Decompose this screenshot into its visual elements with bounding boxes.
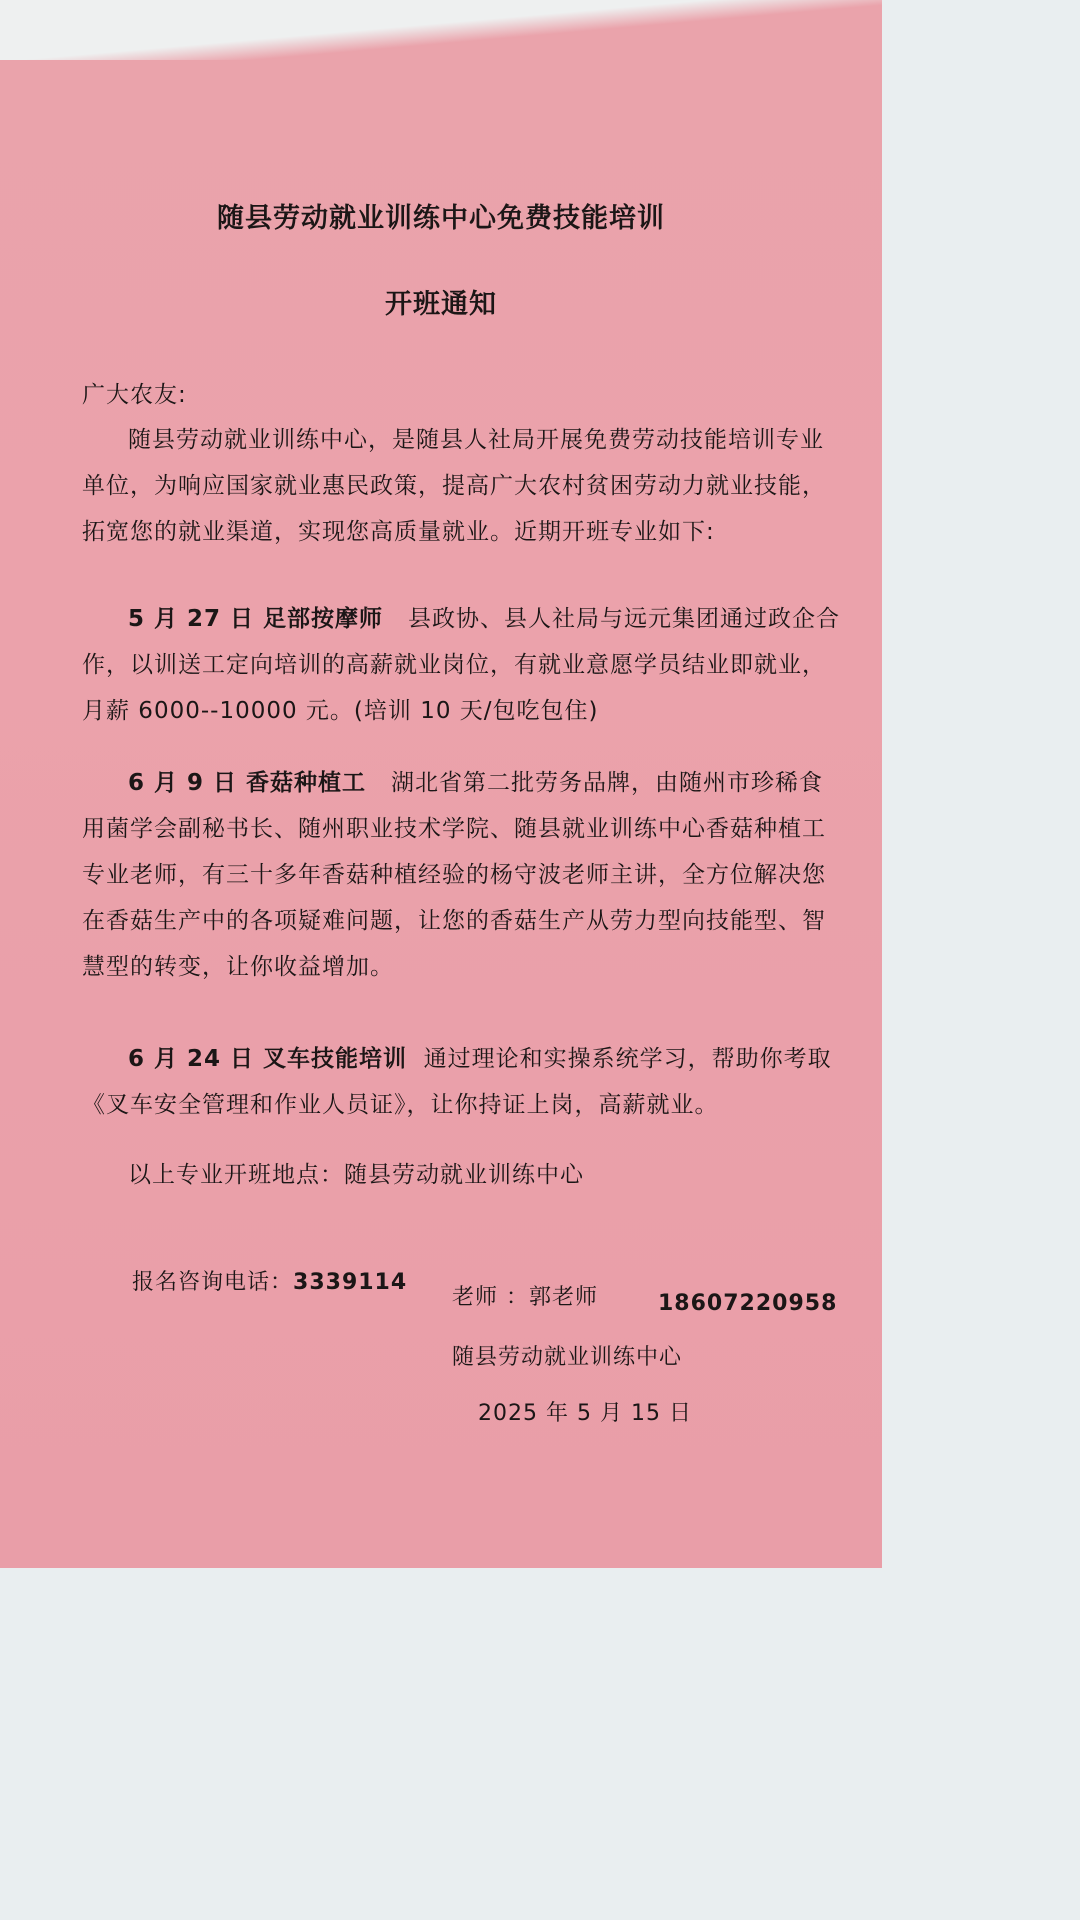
organization-signature: 随县劳动就业训练中心 [452, 1345, 683, 1370]
course-paragraph-forklift [82, 1036, 842, 1128]
salutation: 广大农友: [82, 382, 187, 408]
enroll-phone [132, 1265, 407, 1296]
notice-subtitle: 开班通知 [385, 289, 497, 320]
teacher-phone: 18607220958 [658, 1291, 838, 1316]
course-text: 通过理论和实操系统学习，帮助你考取《叉车安全管理和作业人员证》，让你持证上岗，高薪就业。 [82, 1046, 832, 1118]
background-corner [0, 0, 882, 60]
course-heading: 6 月 9 日 香菇种植工 [128, 770, 367, 796]
course-text: 县政协、县人社局与远元集团通过政企合作，以训送工定向培训的高薪就业岗位，有就业意愿学员结业即就业，月薪 6000--10000 元。 [82, 606, 840, 724]
course-note: (培训 10 天/包吃包住) [353, 698, 599, 724]
notice-title: 随县劳动就业训练中心免费技能培训 [217, 203, 665, 234]
course-text: 湖北省第二批劳务品牌，由随州市珍稀食用菌学会副秘书长、随州职业技术学院、随县就业训练中心香菇种植工专业老师，有三十多年香菇种植经验的杨守波老师主讲，全方位解决您在香菇生产中的各项疑难问题，让您的香菇生产从劳力型向技能型、智慧型的转变，让你收益增加。 [82, 770, 826, 980]
intro-paragraph: 随县劳动就业训练中心，是随县人社局开展免费劳动技能培训专业单位，为响应国家就业惠民政策，提高广大农村贫困劳动力就业技能，拓宽您的就业渠道，实现您高质量就业。近期开班专业如下: [82, 427, 826, 545]
location-line: 以上专业开班地点：随县劳动就业训练中心 [128, 1162, 584, 1188]
teacher-name: 老师 ：郭老师 [452, 1285, 598, 1310]
course-paragraph-massage [82, 596, 842, 734]
course-paragraph-mushroom [82, 760, 842, 990]
course-heading: 5 月 27 日 足部按摩师 [128, 606, 384, 632]
course-heading: 6 月 24 日 叉车技能培训 [128, 1046, 408, 1072]
enroll-phone-number: 3339114 [293, 1270, 408, 1295]
enroll-phone-label: 报名咨询电话： [132, 1270, 294, 1295]
notice-date: 2025 年 5 月 15 日 [478, 1401, 692, 1426]
